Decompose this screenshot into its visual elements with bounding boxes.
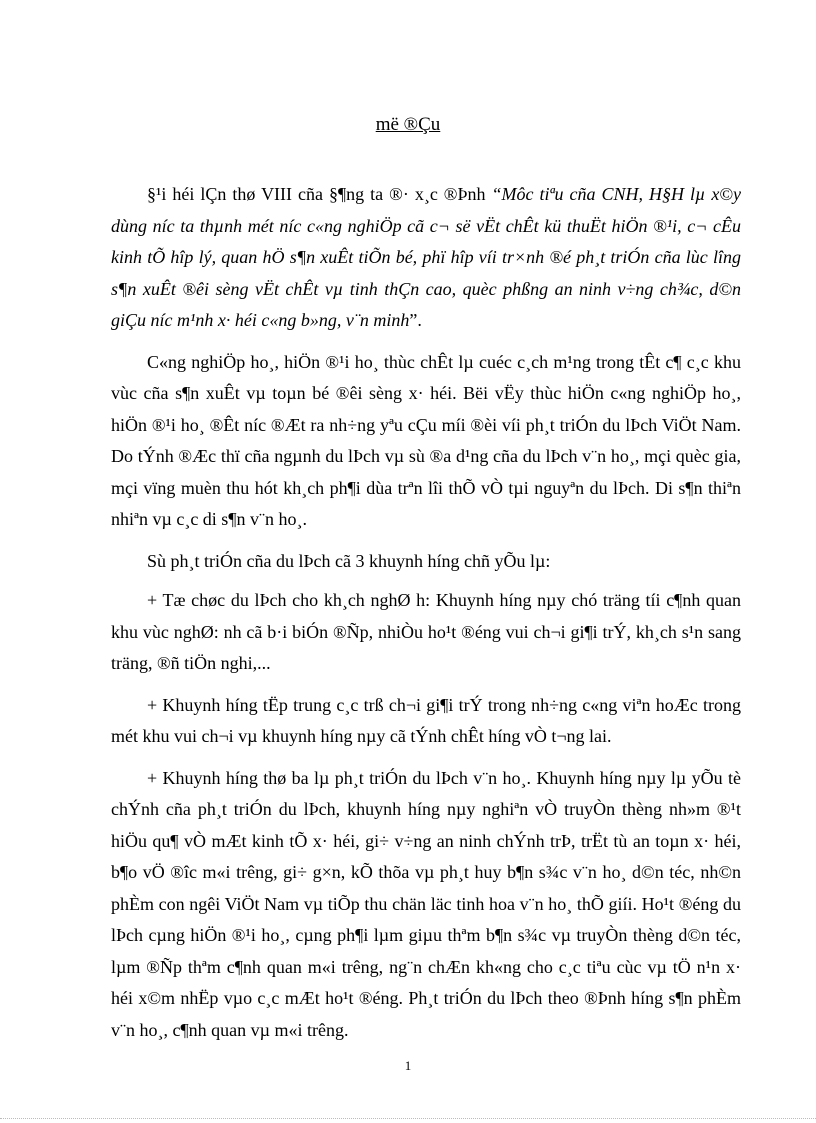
document-title: më ®Çu [375,114,441,135]
paragraph-1 [111,179,741,337]
page-number: 1 [404,1058,412,1073]
paragraph-2: C«ng nghiÖp ho¸, hiÖn ®¹i ho¸ thùc chÊt lµ cuéc c¸ch m¹ng trong tÊt c¶ c¸c khu vùc cña s¶n xuÊt vµ toµn bé ®êi sèng x· héi. Bëi vËy thùc hiÖn c«ng nghiÖp ho¸, hiÖn ®¹i ho¸ ®Êt níc ®Æt ra nh÷ng yªu cÇu míi ®èi víi ph¸t triÓn du lÞch ViÖt Nam. Do tÝnh ®Æc thï cña ngµnh du lÞch vµ sù ®a d¹ng cña du lÞch v¨n ho¸, mçi quèc gia, mçi vïng muèn thu hót kh¸ch ph¶i dùa trªn lîi thÕ vÒ tµi nguyªn du lÞch. Di s¶n thiªn nhiªn vµ c¸c di s¶n v¨n ho¸. [111,351,741,529]
paragraph-1-quote: “Môc tiªu cña CNH, H§H lµ x©y dùng níc ta thµnh mét níc c«ng nghiÖp cã c¬ së vËt chÊt kü thuËt hiÖn ®¹i, c¬ cÊu kinh tÕ hîp lý, quan hÖ s¶n xuÊt tiÕn bé, phï hîp víi tr×nh ®é ph¸t triÓn cña lùc lîng s¶n xuÊt ®êi sèng vËt chÊt vµ tinh thÇn cao, quèc phßng an ninh v÷ng ch¾c, d©n giÇu níc m¹nh x· héi c«ng b»ng, v¨n minh [111,184,741,330]
paragraph-5: + Khuynh híng tËp trung c¸c trß ch¬i gi¶i trÝ trong nh÷ng c«ng viªn hoÆc trong mét khu vui ch¬i vµ khuynh híng nµy cã tÝnh chÊt híng vÒ t¬ng lai. [111,694,741,746]
page-bottom-divider [0,1118,816,1119]
paragraph-1-tail: ”. [409,310,422,330]
paragraph-3: Sù ph¸t triÓn cña du lÞch cã 3 khuynh híng chñ yÕu lµ: [147,550,551,571]
paragraph-1-lead: §¹i héi lÇn thø VIII cña §¶ng ta ®· x¸c ®Þnh [147,184,492,204]
document-body [111,179,741,1056]
paragraph-4: + Tæ chøc du lÞch cho kh¸ch nghØ h: Khuynh híng nµy chó träng tíi c¶nh quan khu vùc nghØ: nh cã b·i biÓn ®Ñp, nhiÒu ho¹t ®éng vui ch¬i gi¶i trÝ, kh¸ch s¹n sang träng, ®ñ tiÖn nghi,... [111,590,741,673]
paragraph-6: + Khuynh híng thø ba lµ ph¸t triÓn du lÞch v¨n ho¸. Khuynh híng nµy lµ yÕu tè chÝnh cña ph¸t triÓn du lÞch, khuynh híng nµy nghiªn vÒ truyÒn thèng nh»m ®¹t hiÖu qu¶ vÒ mÆt kinh tÕ x· héi, gi÷ v÷ng an ninh chÝnh trÞ, trËt tù an toµn x· héi, b¶o vÖ ®îc m«i trêng, gi÷ g×n, kÕ thõa vµ ph¸t huy b¶n s¾c v¨n ho¸ d©n téc, nh©n phÈm con ngêi ViÖt Nam vµ tiÕp thu chän läc tinh hoa v¨n ho¸ thÕ giíi. Ho¹t ®éng du lÞch cµng hiÖn ®¹i ho¸, cµng ph¶i lµm giµu thªm b¶n s¾c vµ truyÒn thèng d©n téc, lµm ®Ñp thªm c¶nh quan m«i trêng, ng¨n chÆn kh«ng cho c¸c tiªu cùc vµ tÖ n¹n x· héi x©m nhËp vµo c¸c mÆt ho¹t ®éng. Ph¸t triÓn du lÞch theo ®Þnh híng s¶n phÈm v¨n ho¸, c¶nh quan vµ m«i trêng. [111,767,741,1040]
